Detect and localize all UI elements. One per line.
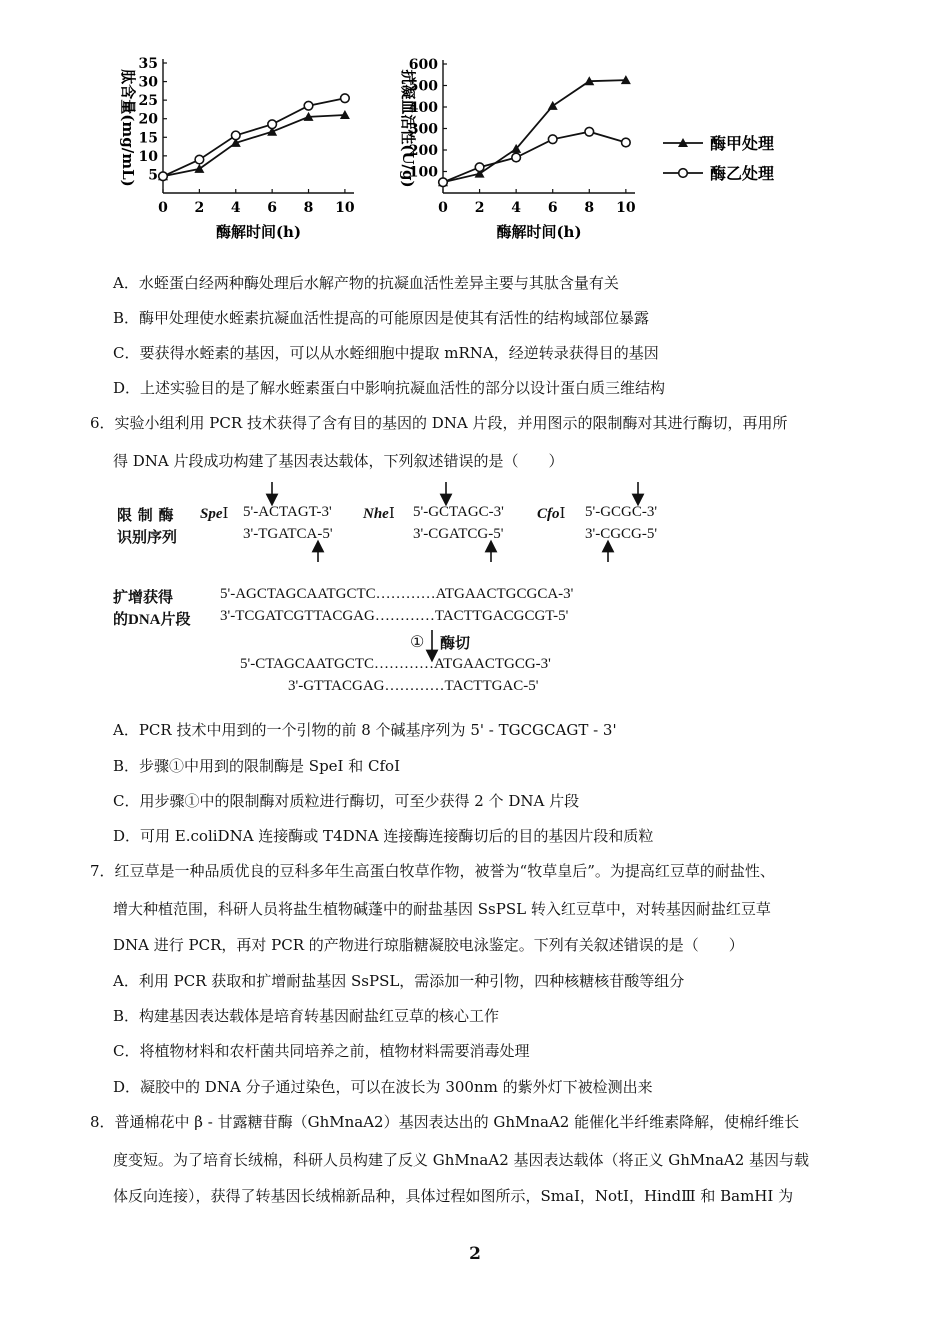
data-point-circle	[585, 127, 594, 136]
amplified-top-strand: 5'-AGCTAGCAATGCTC…………ATGAACTGCGCA-3'	[220, 586, 574, 602]
data-point-circle	[268, 120, 277, 129]
left-chart	[119, 56, 355, 241]
nhe-name: Nhe	[363, 506, 389, 522]
q8-stem-line3: 体反向连接），获得了转基因长绒棉新品种，具体过程如图所示，SmaI，NotI，HindⅢ 和 BamHI 为	[113, 1187, 794, 1205]
spe-name: Spe	[200, 506, 223, 522]
step-marker: ①	[410, 634, 425, 651]
q7-stem-line2: 增大种植范围，科研人员将盐生植物碱蓬中的耐盐基因 SsPSL 转入红豆草中，对转基因耐盐红豆草	[113, 900, 771, 918]
q6-option-a: A．PCR 技术中用到的一个引物的前 8 个碱基序列为 5' - TGCGCAGT - 3'	[113, 721, 617, 739]
series-line	[443, 132, 626, 183]
q5-option-c: C．要获得水蛭素的基因，可以从水蛭细胞中提取 mRNA，经逆转录获得目的基因	[113, 344, 659, 362]
data-point-circle	[341, 94, 350, 103]
series-line	[163, 115, 345, 176]
legend-marker-circle	[679, 169, 688, 178]
cut-site-arrows	[0, 480, 950, 680]
q7-option-d: D．凝胶中的 DNA 分子通过染色，可以在波长为 300nm 的紫外灯下被检测出来	[113, 1078, 653, 1096]
y-tick-label: 300	[408, 121, 438, 138]
x-tick-label: 0	[438, 200, 448, 216]
y-tick-label: 25	[138, 93, 158, 110]
legend-label-enzyme-b: 酶乙处理	[710, 164, 775, 183]
y-tick-label: 100	[408, 164, 438, 181]
x-tick-label: 10	[335, 200, 355, 216]
q6-option-d: D．可用 E.coliDNA 连接酶或 T4DNA 连接酶连接酶切后的目的基因片段和质粒	[113, 827, 654, 845]
y-tick-label: 600	[408, 57, 438, 73]
fig-label-enzyme: 限 制 酶	[117, 508, 175, 524]
cut-bottom-strand: 3'-GTTACGAG…………TACTTGAC-5'	[288, 678, 539, 694]
data-point-circle	[195, 155, 204, 164]
x-tick-label: 10	[616, 200, 636, 216]
y-tick-label: 35	[138, 56, 158, 72]
page-number: 2	[469, 1244, 481, 1264]
q7-stem-line1: 7．红豆草是一种品质优良的豆科多年生高蛋白牧草作物，被誉为“牧草皇后”。为提高红豆草的耐盐性、	[90, 862, 775, 880]
series-enzyme-a	[438, 75, 631, 186]
data-point-circle	[512, 153, 521, 162]
nhe-roman: Ⅰ	[388, 506, 395, 522]
cfo-top-strand: 5'-GCGC-3'	[585, 504, 658, 520]
x-axis-label: 酶解时间(h)	[496, 223, 582, 241]
q5-option-b: B．酶甲处理使水蛭素抗凝血活性提高的可能原因是使其有活性的结构域部位暴露	[113, 309, 650, 327]
chart-legend	[663, 134, 775, 183]
spe-bottom-strand: 3'-TGATCA-5'	[243, 526, 333, 542]
y-tick-label: 400	[408, 100, 438, 116]
data-point-circle	[622, 138, 631, 147]
q7-stem-line3: DNA 进行 PCR，再对 PCR 的产物进行琼脂糖凝胶电泳鉴定。下列有关叙述错误的是（ ）	[113, 936, 744, 954]
y-tick-label: 10	[138, 148, 158, 165]
data-point-triangle	[194, 164, 204, 173]
step-label: 酶切	[440, 636, 471, 652]
data-point-circle	[475, 163, 484, 172]
q6-option-c: C．用步骤①中的限制酶对质粒进行酶切，可至少获得 2 个 DNA 片段	[113, 792, 580, 810]
data-point-circle	[304, 101, 313, 110]
q5-option-d: D．上述实验目的是了解水蛭素蛋白中影响抗凝血活性的部分以设计蛋白质三维结构	[113, 379, 666, 397]
y-tick-label: 5	[148, 167, 158, 184]
series-enzyme-a	[158, 110, 350, 180]
x-tick-label: 4	[230, 200, 241, 216]
x-tick-label: 8	[584, 200, 595, 216]
data-point-triangle	[548, 101, 558, 110]
right-chart	[399, 57, 636, 241]
series-line	[443, 80, 626, 182]
q6-option-b: B．步骤①中用到的限制酶是 SpeI 和 CfoI	[113, 757, 400, 775]
q7-option-a: A．利用 PCR 获取和扩增耐盐基因 SsPSL，需添加一种引物，四种核糖核苷酸等组分	[113, 972, 685, 990]
cfo-name: Cfo	[537, 506, 560, 522]
x-tick-label: 4	[511, 200, 522, 216]
x-tick-label: 6	[547, 200, 558, 216]
legend-label-enzyme-a: 酶甲处理	[710, 134, 775, 153]
y-tick-label: 30	[138, 74, 158, 91]
x-tick-label: 8	[303, 200, 314, 216]
cut-top-strand: 5'-CTAGCAATGCTC…………ATGAACTGCG-3'	[240, 656, 551, 672]
nhe-bottom-strand: 3'-CGATCG-5'	[413, 526, 504, 542]
fig-label-dna-fragment: 的DNA片段	[113, 612, 191, 628]
series-enzyme-b	[439, 127, 630, 186]
cfo-roman: Ⅰ	[559, 506, 566, 522]
amplified-bottom-strand: 3'-TCGATCGTTACGAG…………TACTTGACGCGT-5'	[220, 608, 569, 624]
q8-stem-line1: 8．普通棉花中 β - 甘露糖苷酶（GhMnaA2）基因表达出的 GhMnaA2 能催化半纤维素降解，使棉纤维长	[90, 1113, 800, 1131]
charts-figure	[0, 0, 950, 250]
x-tick-label: 6	[267, 200, 278, 216]
fig-label-amplified: 扩增获得	[113, 590, 174, 606]
data-point-circle	[231, 131, 240, 140]
x-tick-label: 2	[474, 200, 485, 216]
x-tick-label: 0	[158, 200, 168, 216]
y-tick-label: 20	[138, 111, 158, 128]
q7-option-b: B．构建基因表达载体是培育转基因耐盐红豆草的核心工作	[113, 1007, 500, 1025]
y-axis-label: 抗凝血活性(U/g)	[399, 69, 417, 188]
x-tick-label: 2	[194, 200, 205, 216]
y-axis-label: 肽含量(mg/mL)	[119, 69, 137, 187]
nhe-top-strand: 5'-GCTAGC-3'	[413, 504, 504, 520]
x-axis-label: 酶解时间(h)	[215, 223, 302, 241]
q8-stem-line2: 度变短。为了培育长绒棉，科研人员构建了反义 GhMnaA2 基因表达载体（将正义 GhMnaA2 基因与载	[113, 1151, 810, 1169]
y-tick-label: 15	[138, 130, 158, 147]
fig-label-recognition: 识别序列	[117, 530, 178, 546]
q6-stem-line1: 6．实验小组利用 PCR 技术获得了含有目的基因的 DNA 片段，并用图示的限制酶对其进行酶切，再用所	[90, 414, 788, 432]
data-point-circle	[159, 172, 168, 181]
q7-option-c: C．将植物材料和农杆菌共同培养之前，植物材料需要消毒处理	[113, 1042, 530, 1060]
data-point-circle	[439, 178, 448, 187]
spe-top-strand: 5'-ACTAGT-3'	[243, 504, 332, 520]
cfo-bottom-strand: 3'-CGCG-5'	[585, 526, 658, 542]
q6-stem-line2: 得 DNA 片段成功构建了基因表达载体，下列叙述错误的是（ ）	[113, 452, 564, 470]
y-tick-label: 500	[408, 78, 438, 95]
y-tick-label: 200	[408, 143, 438, 159]
spe-roman: Ⅰ	[222, 506, 229, 522]
q5-option-a: A．水蛭蛋白经两种酶处理后水解产物的抗凝血活性差异主要与其肽含量有关	[113, 274, 619, 292]
data-point-circle	[548, 135, 557, 144]
